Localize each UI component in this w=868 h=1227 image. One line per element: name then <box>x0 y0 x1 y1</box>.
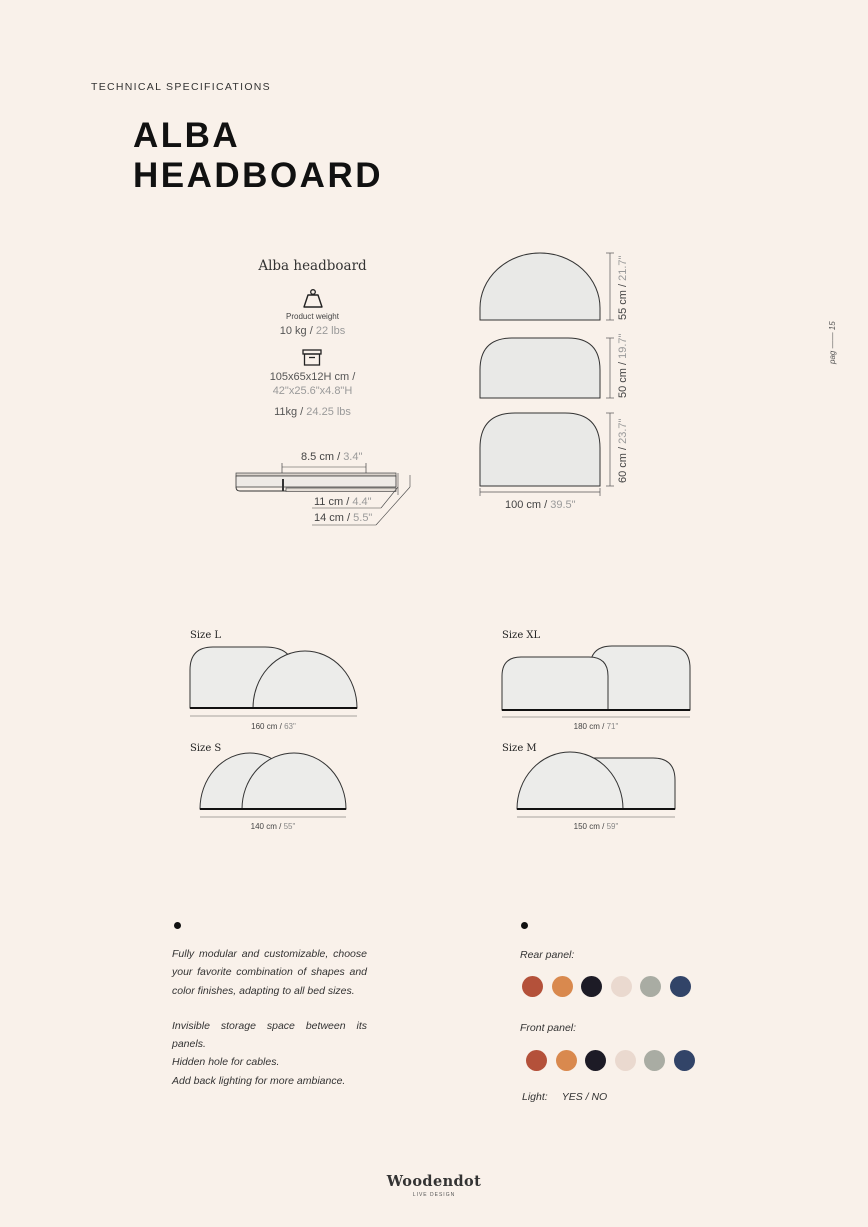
size-l-imperial: 63" <box>284 722 296 731</box>
description-line-cables: Hidden hole for cables. <box>172 1056 280 1069</box>
title-line-1: ALBA <box>133 116 241 155</box>
bullet-dot <box>174 922 181 929</box>
size-xl-label: Size XL <box>502 630 541 641</box>
h3-metric: 60 cm / <box>617 446 629 483</box>
swatch-black[interactable] <box>581 976 602 997</box>
gap-metric: 8.5 cm / <box>301 451 341 463</box>
description-line-storage: Invisible storage space between its panels. <box>172 1019 367 1051</box>
size-m-imperial: 59" <box>606 822 619 831</box>
front-shapes-drawing <box>470 250 620 500</box>
rear-panel-label: Rear panel: <box>520 949 575 961</box>
description-line-lighting: Add back lighting for more ambiance. <box>172 1074 346 1087</box>
light-option <box>522 1091 607 1103</box>
product-weight <box>230 324 395 338</box>
swatch-sage[interactable] <box>640 976 661 997</box>
size-xl-dimension <box>502 722 690 731</box>
weight-caption: Product weight <box>286 312 339 321</box>
depth2-imperial: 5.5" <box>353 512 373 524</box>
size-xl-metric: 180 cm / <box>573 722 605 731</box>
page-number-label: pag —— 15 <box>828 321 837 364</box>
swatch-pink[interactable] <box>615 1050 636 1071</box>
description-paragraph-1: Fully modular and customizable, choose your favorite combination of shapes and color finishes, adapting to all bed sizes. <box>172 948 367 997</box>
package-weight <box>230 405 395 419</box>
description <box>172 945 367 1090</box>
size-s-dimension <box>200 822 346 831</box>
page-number <box>828 312 848 372</box>
size-s-imperial: 55" <box>283 822 296 831</box>
rear-panel-swatches <box>522 976 691 997</box>
swatch-orange[interactable] <box>556 1050 577 1071</box>
swatch-navy[interactable] <box>674 1050 695 1071</box>
h2-imperial: 19.7" <box>617 333 629 359</box>
bullet-dot <box>521 922 528 929</box>
weight-metric: 10 kg / <box>279 325 313 337</box>
size-xl-imperial: 71" <box>606 722 619 731</box>
package-weight-imperial: 24.25 lbs <box>306 406 351 418</box>
product-name: Alba headboard <box>258 258 367 274</box>
height-dimension-2 <box>617 334 629 398</box>
front-panel-swatches <box>526 1050 695 1071</box>
gap-dimension <box>301 451 362 463</box>
height-dimension-1 <box>617 256 629 320</box>
size-l-drawing <box>185 640 365 720</box>
size-l-dimension <box>190 722 357 731</box>
swatch-black[interactable] <box>585 1050 606 1071</box>
light-options[interactable]: YES / NO <box>561 1091 608 1103</box>
size-m-drawing <box>512 748 682 823</box>
size-m-metric: 150 cm / <box>573 822 605 831</box>
width-imperial: 39.5" <box>550 499 576 511</box>
eyebrow-label: TECHNICAL SPECIFICATIONS <box>91 81 271 93</box>
weight-icon <box>302 288 324 310</box>
depth1-metric: 11 cm / <box>314 496 350 508</box>
package-dimensions <box>230 370 395 398</box>
size-s-drawing <box>195 748 355 823</box>
swatch-orange[interactable] <box>552 976 573 997</box>
depth-dimension-2 <box>314 512 372 524</box>
h1-imperial: 21.7" <box>617 255 629 281</box>
page-title <box>133 116 383 196</box>
size-s-metric: 140 cm / <box>250 822 282 831</box>
size-s-label: Size S <box>190 743 222 754</box>
depth1-imperial: 4.4" <box>352 496 372 508</box>
width-metric: 100 cm / <box>505 499 548 511</box>
depth2-metric: 14 cm / <box>314 512 351 524</box>
weight-imperial: 22 lbs <box>315 325 346 337</box>
package-weight-metric: 11kg / <box>274 406 304 418</box>
swatch-terracotta[interactable] <box>522 976 543 997</box>
swatch-pink[interactable] <box>611 976 632 997</box>
size-m-label: Size M <box>502 743 537 754</box>
front-panel-label: Front panel: <box>520 1022 577 1034</box>
light-label: Light: <box>522 1091 548 1103</box>
package-imperial: 42"x25.6"x4.8"H <box>272 385 353 397</box>
size-m-dimension <box>517 822 675 831</box>
size-xl-drawing <box>497 640 697 720</box>
h1-metric: 55 cm / <box>617 283 629 320</box>
title-line-2: HEADBOARD <box>133 156 383 195</box>
swatch-terracotta[interactable] <box>526 1050 547 1071</box>
brand-logo: Woodendot <box>386 1173 482 1190</box>
swatch-sage[interactable] <box>644 1050 665 1071</box>
box-icon <box>302 349 322 366</box>
width-dimension <box>505 499 576 511</box>
height-dimension-3 <box>617 419 629 483</box>
h3-imperial: 23.7" <box>617 418 629 444</box>
h2-metric: 50 cm / <box>617 361 629 398</box>
package-metric: 105x65x12H cm / <box>269 371 356 383</box>
size-l-metric: 160 cm / <box>251 722 282 731</box>
brand-tagline: LIVE DESIGN <box>412 1192 456 1198</box>
swatch-navy[interactable] <box>670 976 691 997</box>
gap-imperial: 3.4" <box>343 451 363 463</box>
size-l-label: Size L <box>190 630 222 641</box>
depth-dimension-1 <box>314 496 372 508</box>
